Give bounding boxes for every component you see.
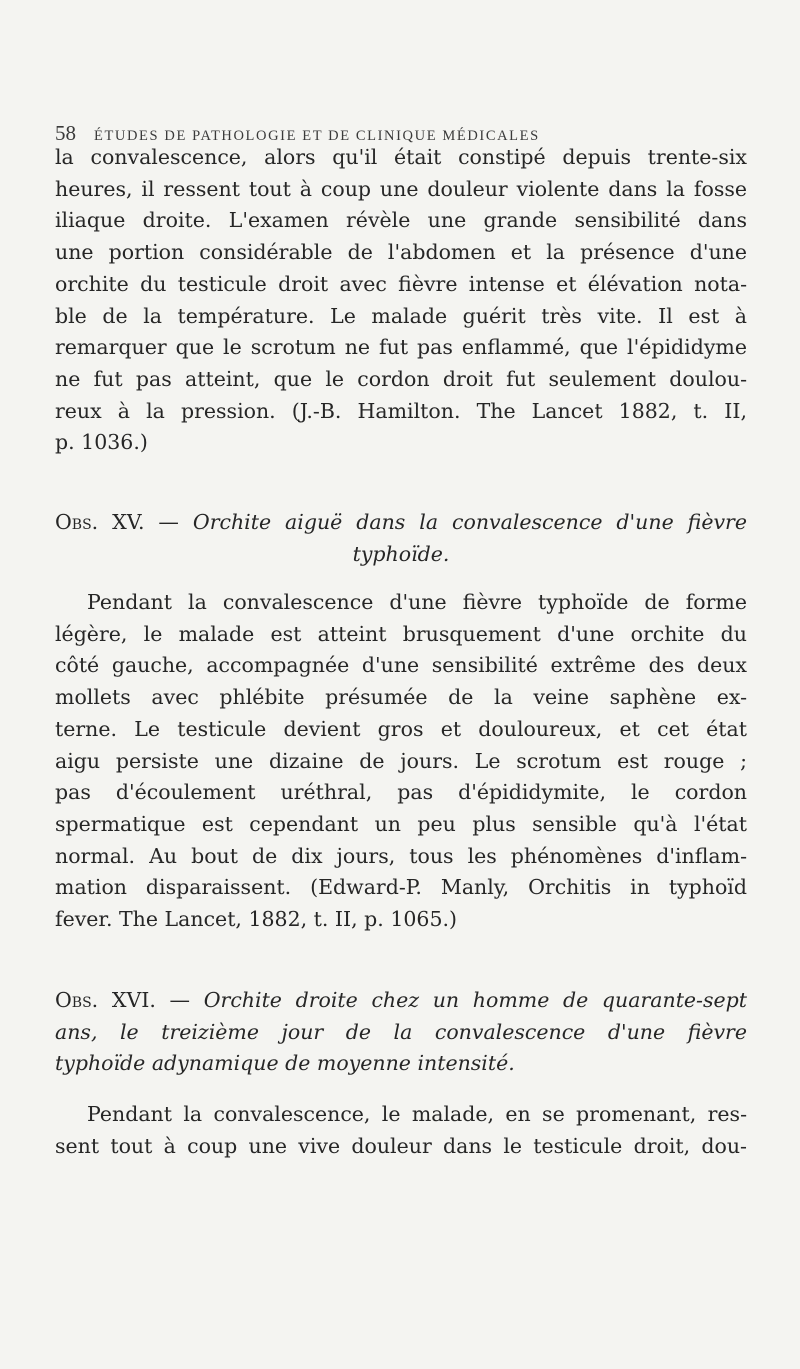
- text-line: reux à la pression. (J.-B. Hamilton. The Lancet 1882, t. II,: [55, 398, 747, 423]
- text-line: mation disparaissent. (Edward-P. Manly, Orchitis in typhoïd: [55, 875, 747, 900]
- observation-heading-xvi: [55, 985, 747, 1080]
- text-line: iliaque droite. L'examen révèle une grande sensibilité dans: [55, 208, 747, 233]
- observation-title: Orchite aiguë dans la convalescence d'une fièvre: [192, 510, 747, 534]
- observation-heading-xv: [55, 507, 747, 570]
- observation-label: Obs. XVI. —: [55, 988, 191, 1012]
- text-line: orchite du testicule droit avec fièvre intense et élévation nota-: [55, 271, 747, 296]
- running-title: ÉTUDES DE PATHOLOGIE ET DE CLINIQUE MÉDICALES: [94, 128, 540, 144]
- text-line: sent tout à coup une vive douleur dans le testicule droit, dou-: [55, 1133, 747, 1158]
- observation-label: Obs. XV. —: [55, 510, 179, 534]
- text-line: une portion considérable de l'abdomen et la présence d'une: [55, 240, 747, 265]
- text-line: Pendant la convalescence d'une fièvre typhoïde de forme: [87, 590, 747, 614]
- observation-heading-line: [55, 507, 747, 539]
- text-line: pas d'écoulement uréthral, pas d'épididymite, le cordon: [55, 780, 747, 805]
- paragraph-obs-xvi: [55, 1099, 747, 1162]
- text-line: ne fut pas atteint, que le cordon droit fut seulement doulou-: [55, 366, 747, 391]
- paragraph-continuation: [55, 142, 747, 459]
- text-line: la convalescence, alors qu'il était constipé depuis trente-six: [55, 145, 747, 169]
- text-line: aigu persiste une dizaine de jours. Le scrotum est rouge ;: [55, 748, 747, 773]
- observation-title-continued: ans, le treizième jour de la convalescence d'une fièvre: [55, 1019, 747, 1044]
- observation-heading-line: [55, 985, 747, 1017]
- text-line: côté gauche, accompagnée d'une sensibilité extrême des deux: [55, 653, 747, 678]
- text-line: remarquer que le scrotum ne fut pas enflammé, que l'épididyme: [55, 335, 747, 360]
- observation-title-continued: typhoïde adynamique de moyenne intensité.: [55, 1051, 515, 1076]
- text-line: p. 1036.): [55, 430, 148, 455]
- text-line: ble de la température. Le malade guérit très vite. Il est à: [55, 303, 747, 328]
- text-line: normal. Au bout de dix jours, tous les phénomènes d'inflam-: [55, 843, 747, 868]
- observation-title: Orchite droite chez un homme de quarante-sept: [203, 988, 748, 1012]
- page-number: 58: [55, 121, 76, 145]
- text-line: terne. Le testicule devient gros et douloureux, et cet état: [55, 716, 747, 741]
- text-line: fever. The Lancet, 1882, t. II, p. 1065.): [55, 907, 458, 932]
- paragraph-obs-xv: [55, 587, 747, 936]
- text-line: Pendant la convalescence, le malade, en se promenant, res-: [87, 1102, 747, 1126]
- text-line: heures, il ressent tout à coup une douleur violente dans la fosse: [55, 176, 747, 201]
- observation-title-continued: typhoïde.: [352, 541, 450, 566]
- text-line: mollets avec phlébite présumée de la veine saphène ex-: [55, 685, 747, 710]
- text-line: spermatique est cependant un peu plus sensible qu'à l'état: [55, 811, 747, 836]
- text-line: légère, le malade est atteint brusquement d'une orchite du: [55, 621, 747, 646]
